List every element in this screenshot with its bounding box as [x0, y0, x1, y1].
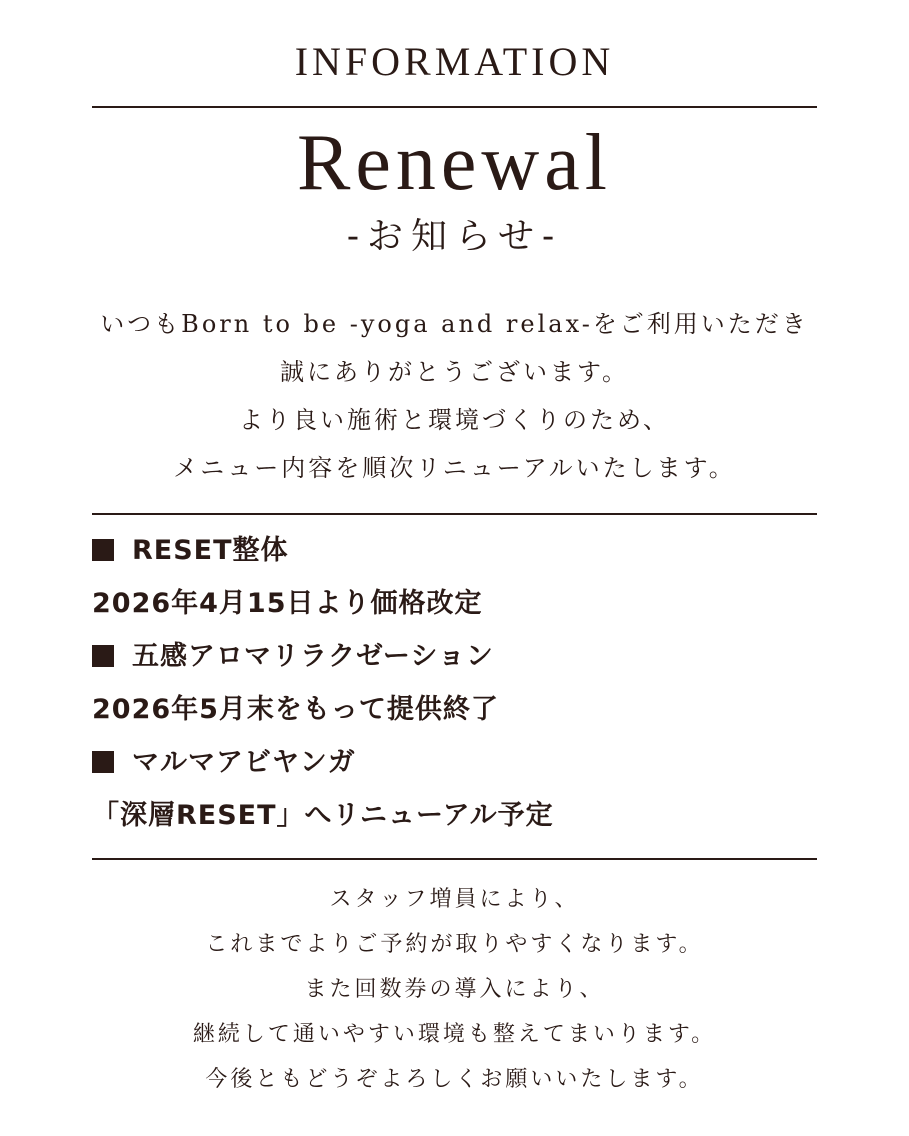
header-title: INFORMATION: [294, 39, 615, 84]
closing-line: スタッフ増員により、: [329, 887, 580, 912]
menu-item-name: 五感アロマリラクゼーション: [132, 641, 494, 672]
divider-middle: [92, 513, 817, 515]
closing-message: [0, 877, 909, 1102]
menu-item-detail: 2026年4月15日より価格改定: [92, 588, 483, 619]
closing-line: これまでよりご予約が取りやすくなります。: [205, 932, 704, 957]
menu-item-detail: 「深層RESET」へリニューアル予定: [92, 800, 554, 831]
square-bullet-icon: [92, 539, 114, 561]
menu-item-name: マルマアビヤンガ: [132, 747, 356, 778]
divider-top: [92, 106, 817, 108]
page-subtitle: -お知らせ-: [346, 216, 563, 257]
closing-line: 継続して通いやすい環境も整えてまいります。: [192, 1022, 717, 1047]
menu-item-name-row: [92, 630, 817, 683]
closing-line: また回数券の導入により、: [304, 977, 605, 1002]
closing-line: 今後ともどうぞよろしくお願いいたします。: [205, 1067, 704, 1092]
square-bullet-icon: [92, 751, 114, 773]
menu-item-name: RESET整体: [132, 535, 289, 566]
menu-item-name-row: [92, 524, 817, 577]
intro-line: いつもBorn to be -yoga and relax-をご利用いただき: [100, 310, 809, 338]
divider-bottom: [92, 858, 817, 860]
intro-line: メニュー内容を順次リニューアルいたします。: [173, 454, 736, 482]
menu-item-detail: 2026年5月末をもって提供終了: [92, 694, 499, 725]
intro-message: [0, 300, 909, 492]
page-title: Renewal: [297, 119, 612, 207]
menu-item-name-row: [92, 736, 817, 789]
intro-line: 誠にありがとうございます。: [279, 358, 630, 386]
intro-line: より良い施術と環境づくりのため、: [238, 406, 671, 434]
menu-change-list: [92, 524, 817, 842]
square-bullet-icon: [92, 645, 114, 667]
